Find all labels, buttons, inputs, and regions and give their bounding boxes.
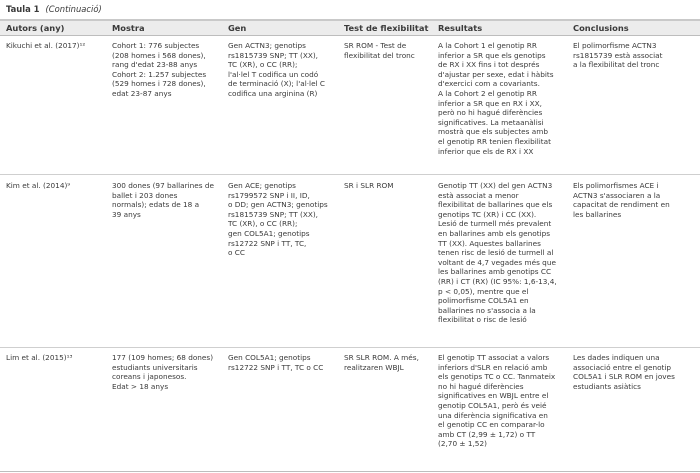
- row-2-gene: Gen ACE; genotips rs1799572 SNP i II, ID, o DD; gen ACTN3; genotips rs1815739 SNP; TT (XX), TC (XR), o CC (RR); gen COL5A1; genotips rs12722 SNP i TT, TC, o CC: [228, 181, 328, 258]
- table-label: Taula 1: [6, 4, 40, 14]
- header-authors: Autors (any): [6, 23, 65, 33]
- row-1-test: SR ROM - Test de flexibilitat del tronc: [344, 41, 415, 60]
- row-2-conclusions: Els polimorfismes ACE i ACTN3 s'associaren a la capacitat de rendiment en les ballarines: [573, 181, 670, 219]
- row-divider-1: [0, 174, 700, 175]
- row-2-author: Kim et al. (2014)⁹: [6, 181, 71, 190]
- row-3-author: Lim et al. (2015)¹³: [6, 353, 73, 362]
- row-1-gene: Gen ACTN3; genotips rs1815739 SNP; TT (XX), TC (XR), o CC (RR); l'al·lel T codifica un codó de terminació (X); l'al·lel C codifica una arginina (R): [228, 41, 325, 98]
- table-header-rule: [0, 35, 700, 36]
- row-3-test: SR SLR ROM. A més, realitzaren WBJL: [344, 353, 419, 372]
- row-divider-2: [0, 347, 700, 348]
- row-1-results: A la Cohort 1 el genotip RR inferior a SR que els genotips de RX i XX fins i tot després d'ajustar per sexe, edat i hàbits d'exercici com a covariants. A la Cohort 2 el genotip RR inferior a SR que en RX i XX, però no hi hagué diferències significatives. La metaanàlisi mostrà que els subjectes amb el genotip RR tenien flexibilitat inferior que els de RX i XX: [438, 41, 554, 156]
- header-flexibility-test: Test de flexibilitat: [344, 23, 429, 33]
- row-1-conclusions: El polimorfisme ACTN3 rs1815739 està associat a la flexibilitat del tronc: [573, 41, 663, 70]
- row-2-sample: 300 dones (97 ballarines de ballet i 203 dones normals); edats de 18 a 39 anys: [112, 181, 215, 219]
- header-sample: Mostra: [112, 23, 145, 33]
- row-1-author: Kikuchi et al. (2017)¹²: [6, 41, 86, 50]
- row-2-test: SR i SLR ROM: [344, 181, 394, 190]
- row-3-conclusions: Les dades indiquen una associació entre el genotip COL5A1 i SLR ROM en joves estudiants asiàtics: [573, 353, 675, 391]
- row-3-results: El genotip TT associat a valors inferiors d'SLR en relació amb els genotips TC o CC. Tanmateix no hi hagué diferències significatives en WBJL entre el genotip COL5A1, però és veié una diferència significativa en el genotip CC en comparar-lo amb CT (2,99 ± 1,72) o TT (2,70 ± 1,52): [438, 353, 556, 449]
- header-results: Resultats: [438, 23, 483, 33]
- row-3-sample: 177 (109 homes; 68 dones) estudiants universitaris coreans i japonesos. Edat > 18 anys: [112, 353, 214, 391]
- table-continuation: (Continuació): [45, 4, 102, 14]
- row-2-results: Genotip TT (XX) del gen ACTN3 està associat a menor flexibilitat de ballarines que els genotips TC (XR) i CC (XX). Lesió de turmell més prevalent en ballarines amb els genotips TT (XX). Aquestes ballarines tenen risc de lesió de turmell al voltant de 4,7 vegades més que les ballarines amb genotips CC (RR) i CT (RX) (IC 95%: 1,6-13,4, p < 0,05), mentre que el polimorfisme COL5A1 en ballarines no s'associa a la flexibilitat o risc de lesió: [438, 181, 557, 325]
- row-3-gene: Gen COL5A1; genotips rs12722 SNP i TT, TC o CC: [228, 353, 324, 372]
- header-conclusions: Conclusions: [573, 23, 629, 33]
- row-1-sample: Cohort 1: 776 subjectes (208 homes i 568 dones), rang d'edat 23-88 anys Cohort 2: 1.257 subjectes (529 homes i 728 dones), edat 23-87 anys: [112, 41, 207, 98]
- header-gene: Gen: [228, 23, 247, 33]
- table-caption: [6, 3, 102, 16]
- table-bottom-rule: [0, 471, 700, 472]
